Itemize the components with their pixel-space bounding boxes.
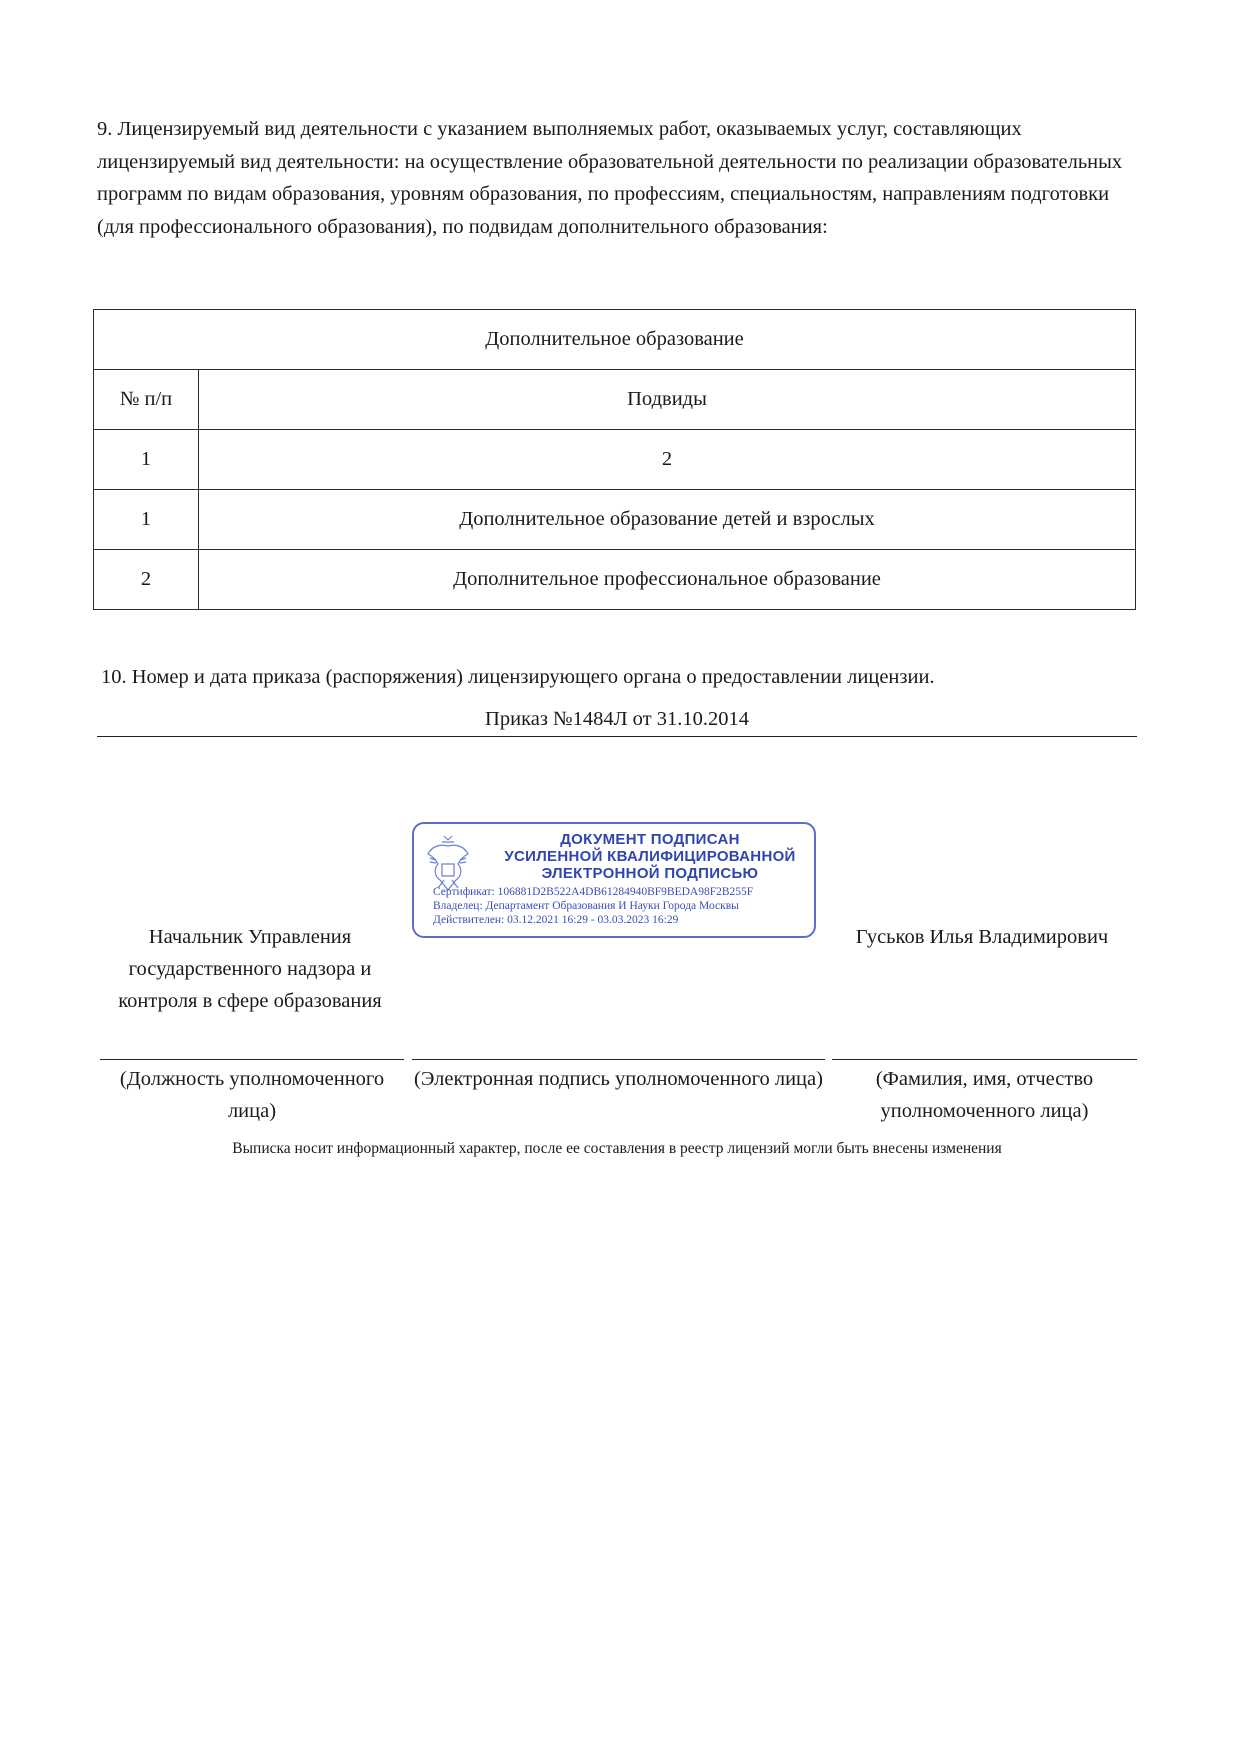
name-underline	[832, 1059, 1137, 1060]
name-caption: (Фамилия, имя, отчество уполномоченного лица)	[875, 1068, 1094, 1122]
table-column-numbers-row	[94, 430, 1136, 490]
table-row	[94, 490, 1136, 550]
table-title-row	[94, 310, 1136, 370]
header-num: № п/п	[94, 370, 199, 430]
stamp-owner: Владелец: Департамент Образования И Науки Города Москвы	[433, 900, 739, 912]
row-num: 2	[94, 550, 199, 610]
section-9-paragraph: 9. Лицензируемый вид деятельности с указанием выполняемых работ, оказываемых услуг, составляющих лицензируемый вид деятельности: на осуществление образовательной деятельности по реализации образовательных программ по видам образования, уровням образования, по профессиям, специальностям, направлениям подготовки (для профессионального образования), по подвидам дополнительного образования:	[97, 118, 1123, 238]
position-underline	[100, 1059, 404, 1060]
signatory-name: Гуськов Илья Владимирович	[855, 926, 1109, 948]
column-number-2: 2	[199, 430, 1136, 490]
stamp-validity: Действителен: 03.12.2021 16:29 - 03.03.2023 16:29	[433, 914, 679, 926]
column-number-1: 1	[94, 430, 199, 490]
education-subtypes-table	[93, 309, 1136, 610]
order-number: Приказ №1484Л от 31.10.2014	[97, 702, 1137, 737]
stamp-line-2: УСИЛЕННОЙ КВАЛИФИЦИРОВАННОЙ	[504, 848, 796, 865]
row-num: 1	[94, 490, 199, 550]
disclaimer-note: Выписка носит информационный характер, после ее составления в реестр лицензий могли быть внесены изменения	[232, 1140, 1002, 1157]
signatory-position: Начальник Управления государственного надзора и контроля в сфере образования	[118, 926, 382, 1012]
header-subtype: Подвиды	[199, 370, 1136, 430]
stamp-line-1: ДОКУМЕНТ ПОДПИСАН	[560, 831, 740, 848]
electronic-signature-stamp	[412, 822, 816, 938]
signature-underline	[412, 1059, 825, 1060]
table-title: Дополнительное образование	[94, 310, 1136, 370]
stamp-line-3: ЭЛЕКТРОННОЙ ПОДПИСЬЮ	[541, 865, 759, 882]
position-caption: (Должность уполномоченного лица)	[119, 1068, 385, 1122]
table-row	[94, 550, 1136, 610]
table-header-row	[94, 370, 1136, 430]
row-subtype: Дополнительное профессиональное образование	[199, 550, 1136, 610]
row-subtype: Дополнительное образование детей и взрослых	[199, 490, 1136, 550]
section-10-title: 10. Номер и дата приказа (распоряжения) лицензирующего органа о предоставлении лицензии.	[101, 666, 935, 688]
signature-caption: (Электронная подпись уполномоченного лица)	[414, 1068, 823, 1090]
stamp-certificate: Сертификат: 106881D2B522A4DB61284940BF9BEDA98F2B255F	[433, 886, 754, 898]
